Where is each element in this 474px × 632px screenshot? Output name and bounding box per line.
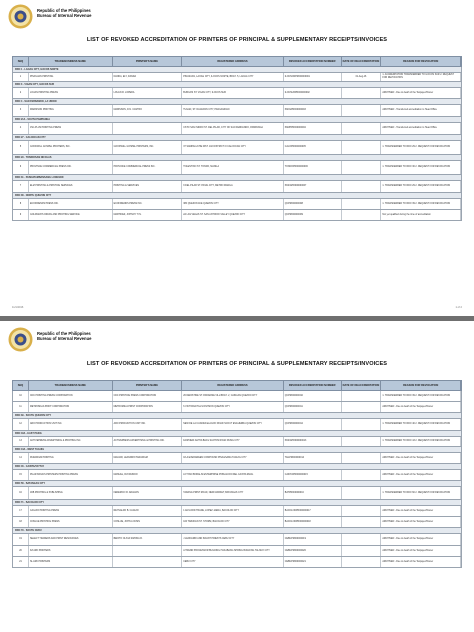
cell-trade-name: SL ARK PRINTERS [29, 557, 113, 567]
cell-reason: ARCHIVED - Transferred accreditation to Head Office [381, 123, 461, 134]
col-trade-name: TRADE/BUSINESS NAME [29, 57, 113, 66]
cell-seq: 12 [13, 419, 29, 430]
cell-printer-name: LOUAN R. LOPERA [113, 88, 183, 98]
cell-date [342, 419, 382, 430]
cell-printer-name: PROVINCE COMMERCIAL PRESS INC. [113, 161, 183, 174]
cell-address: LOT B10 BORALIS ENTERPRISE POBLACION DEL CAINTA RIZAL [182, 470, 284, 480]
table-row [12, 534, 462, 546]
cell-trade-name: ECOFRIENDS PRESS INC. [29, 199, 113, 209]
cell-date [342, 181, 382, 192]
cell-printer-name: ACTIVEPRESS ADVERTISING & PRINTING INC. [113, 437, 183, 446]
cell-trade-name: CDC PRINTING PRESS CORPORATION [29, 391, 113, 401]
cell-trade-name: PINASUAN PRINTING [29, 73, 113, 81]
cell-accreditation-number: PASIGPR000000007 [284, 181, 342, 192]
cell-date [342, 453, 382, 463]
cell-reason: 1. TRANSFERRED TO RDO 39 2. REQUEST FOR REVOCATION [381, 199, 461, 209]
cell-accreditation-number: CAINTAPR000000015 [284, 470, 342, 480]
cell-reason: ARCHIVED - Transferred accreditation to Head Office [381, 105, 461, 116]
col-seq: SEQ [13, 57, 29, 66]
rdo-group-header: RDO 71 - BACOLOD CITY [12, 500, 462, 506]
rdo-group-header: RDO 58 - BATANGAS CITY [12, 481, 462, 487]
cell-trade-name: PARADIGM PRINTING [29, 453, 113, 463]
rdo-group-header: RDO 44A - WEST TAGUIG [12, 447, 462, 453]
cell-reason: 1. TRANSFERRED TO RDO 29 2. REQUEST FOR REVOCATION [381, 181, 461, 192]
cell-address: 9 DEL PILAR ST. PASIG CITY, METRO MANILA [182, 181, 284, 192]
cell-address: 18-A EVERGREEN COMPOUND PINAGSAMA TAGUIG CITY [182, 453, 284, 463]
cell-reason: 1. TRANSFERRED TO RDO 43 2. REQUEST FOR REVOCATION [381, 437, 461, 446]
col-seq: SEQ [13, 381, 29, 390]
table-header [12, 380, 462, 391]
cell-address: BURGOS ST. VIGAN CITY, ILOCOS SUR [182, 88, 284, 98]
cell-trade-name: MARISSON PRINTING [29, 105, 113, 116]
cell-seq: 13 [13, 437, 29, 446]
cell-trade-name: GOODWILL GOSPEL PRINTERS, INC. [29, 141, 113, 154]
cell-date [342, 487, 382, 499]
cell-printer-name [113, 557, 183, 567]
col-address: REGISTERED ADDRESS [182, 57, 284, 66]
table-header [12, 56, 462, 67]
cell-seq: 11 [13, 402, 29, 412]
revocation-table [12, 380, 462, 568]
table-row [12, 199, 462, 210]
cell-accreditation-number: CEBUPR000000021 [284, 557, 342, 567]
table-row [12, 470, 462, 481]
cell-address: TUGAD, ST. DAGUPAN CITY, PANGASINAN [182, 105, 284, 116]
cell-printer-name: GOODWILL GOSPEL PRINTERS, INC. [113, 141, 183, 154]
table-row [12, 181, 462, 193]
cell-seq: 16 [13, 487, 29, 499]
cell-seq: 18 [13, 517, 29, 527]
cell-reason: ARCHIVED - Due to death of the Taxpayer/Owner [381, 534, 461, 545]
cell-seq: 21 [13, 557, 29, 567]
cell-accreditation-number: QCPR000000008 [284, 199, 342, 209]
cell-date [342, 546, 382, 556]
cell-accreditation-number: CEBUPR000000019 [284, 534, 342, 545]
col-reason: REASON FOR REVOCATION [381, 381, 461, 390]
cell-seq: 19 [13, 534, 29, 545]
cell-date [342, 470, 382, 480]
rdo-group-header: RDO 3 - VIGAN CITY, ILOCOS SUR [12, 82, 462, 88]
cell-reason: ARCHIVED - Due to death of the Taxpayer/Owner [381, 557, 461, 567]
cell-date [342, 517, 382, 527]
cell-address: CEBU CITY [182, 557, 284, 567]
cell-reason: 1. TRANSFERRED TO RDO 39 2. REQUEST FOR REVOCATION [381, 391, 461, 401]
cell-address: A TREND PROCESSOR BUILDING HAKABANG SPRING BUILDING TALISAY CITY [182, 546, 284, 556]
table-row [12, 487, 462, 500]
cell-seq: 1 [13, 73, 29, 81]
cell-date [342, 123, 382, 134]
table-row [12, 210, 462, 221]
cell-trade-name: ELIZ PRINTING & PRINTING SERVICES [29, 181, 113, 192]
footer-page-number: 1 of 2 [455, 306, 462, 309]
cell-seq: 2 [13, 88, 29, 98]
cell-accreditation-number: PANGPR000000003 [284, 105, 342, 116]
table-row [12, 517, 462, 528]
cell-trade-name: ARO PRODUCTION UNIT INC. [29, 419, 113, 430]
cell-reason: ARCHIVED - Due to death of the Taxpayer/Owner [381, 453, 461, 463]
cell-address: PINASUAN, LAOAG CITY, ILOCOS NORTE, BRGY. 5, LAOAG CITY [182, 73, 284, 81]
cell-accreditation-number: TAGPR000000014 [284, 453, 342, 463]
cell-printer-name: PRINTING & SERVICES [113, 181, 183, 192]
bir-seal-icon [8, 4, 33, 29]
cell-date [342, 141, 382, 154]
cell-accreditation-number: ILOCNORPR000000001 [284, 73, 342, 81]
cell-reason: 1. TRANSFERRED TO RDO 60 2. REQUEST FOR REVOCATION [381, 487, 461, 499]
cell-date [342, 88, 382, 98]
table-row [12, 419, 462, 431]
rdo-group-header: RDO 4 - SAN FERNANDO, LA UNION [12, 99, 462, 105]
cell-printer-name [113, 546, 183, 556]
cell-trade-name: JDB PRINTING & PUBLISHING [29, 487, 113, 499]
cell-reason: ARCHIVED - Due to death of the Taxpayer/Owner [381, 546, 461, 556]
cell-trade-name: LOUAN PRINTING PRESS [29, 88, 113, 98]
cell-printer-name: DANDA, ELY, DANDA [113, 73, 183, 81]
cell-address: 380 QUEZON AVE QUEZON CITY [182, 199, 284, 209]
col-accreditation-number: REVOKED ACCREDITATION NUMBER [284, 381, 342, 390]
rdo-group-header: RDO 31 - PASIG/PAMBANSANG LUNGSOD [12, 175, 462, 181]
cell-date [342, 199, 382, 209]
cell-date [342, 534, 382, 545]
col-date: DATE OF DEACCREDITATION [342, 57, 382, 66]
rdo-group-header: RDO 1 - LAOAG CITY, ILOCOS NORTE [12, 67, 462, 73]
table-row [12, 88, 462, 99]
revocation-table [12, 56, 462, 221]
cell-reason: ARCHIVED - Due to death of the Taxpayer/Owner [381, 88, 461, 98]
col-reason: REASON FOR REVOCATION [381, 57, 461, 66]
cell-address: 100 TABUNAN ST. STORM, BACOLOD CITY [182, 517, 284, 527]
cell-accreditation-number: QCPR000000011 [284, 402, 342, 412]
cell-printer-name: FEDERICO R. ARAGON [113, 487, 183, 499]
document-title: LIST OF REVOKED ACCREDITATION OF PRINTERS OF PRINCIPAL & SUPPLEMENTARY RECEIPTS/INVOICES [86, 37, 388, 43]
cell-seq: 3 [13, 105, 29, 116]
cell-date [342, 557, 382, 567]
cell-printer-name: REYNALDO B. CAGUIO [113, 506, 183, 516]
cell-seq: 15 [13, 470, 29, 480]
cell-printer-name: ARO PRODUCTION UNIT INC. [113, 419, 183, 430]
cell-printer-name: MARISSON, D.N. CASTRO [113, 105, 183, 116]
cell-printer-name: MANUEL, RAYMUNDO [113, 470, 183, 480]
cell-date: 01-Aug-16 [342, 73, 382, 81]
cell-printer-name: CDC PRINTING PRESS CORPORATION [113, 391, 183, 401]
cell-address: CSTO SAN ISIDRO ST. DEL PILAR, CITY OF SAN FERNANDO, PAMPANGA [182, 123, 284, 134]
cell-reason: 1. ACCREDITATION TRANSFERRED TO ILOCOS SUR 2. REQUEST FOR REVOCATION [381, 73, 461, 81]
cell-accreditation-number: QCPR000000010 [284, 391, 342, 401]
cell-date [342, 105, 382, 116]
cell-trade-name: GOLDMAN'S INDIAN AND PRINTING SERVICE [29, 210, 113, 220]
cell-printer-name: METROMILIA PRINT CORPORATION [113, 402, 183, 412]
cell-address: 26 DENISTINE ST. PARADISE VILL BRGY. 2, CAINAAN QUEZON CITY [182, 391, 284, 401]
cell-date [342, 391, 382, 401]
agency-line-1: Republic of the Philippines [37, 331, 91, 336]
agency-line-2: Bureau of Internal Revenue [37, 336, 92, 342]
cell-address: J LEONARDI AND INFANT PRIESTS CEBU CITY [182, 534, 284, 545]
cell-accreditation-number: PAMPPR000000004 [284, 123, 342, 134]
bir-seal-icon [8, 327, 33, 352]
cell-printer-name: MARTINEZ, JOHNNY TI N. [113, 210, 183, 220]
cell-seq: 7 [13, 181, 29, 192]
cell-trade-name: JSC-PLUS PRINTING PRESS [29, 123, 113, 134]
cell-date [342, 161, 382, 174]
table-row [12, 161, 462, 175]
cell-seq: 10 [13, 391, 29, 401]
cell-reason: Not yet qualified during the time of accreditation [381, 210, 461, 220]
agency-line-2: Bureau of Internal Revenue [37, 13, 92, 19]
cell-address: 37 SAMPALUCHE DIST. 102 DISTRICT III CALOOCAN CITY [182, 141, 284, 154]
document-title: LIST OF REVOKED ACCREDITATION OF PRINTERS OF PRINCIPAL & SUPPLEMENTARY RECEIPTS/INVOICES [86, 361, 388, 367]
cell-address: 1 AM LORD TRADE, LOPEZ JAENA, BACOLOD CITY [182, 506, 284, 516]
cell-seq: 4 [13, 123, 29, 134]
cell-seq: 9 [13, 210, 29, 220]
rdo-group-header: RDO 79 - SOUTH CEBU [12, 528, 462, 534]
rdo-group-header: RDO 29 - TONDO/SAN NICOLAS [12, 155, 462, 161]
cell-trade-name: METROMILIA PRINT CORPORATION [29, 402, 113, 412]
cell-seq: 20 [13, 546, 29, 556]
cell-accreditation-number: CEBUPR000000020 [284, 546, 342, 556]
cell-accreditation-number: QCPR000000009 [284, 210, 342, 220]
cell-address: 6 VICTORIA HILLS DIVISION QUEZON CITY [182, 402, 284, 412]
cell-trade-name: CAGUIO PRINTING PRESS [29, 506, 113, 516]
cell-seq: 14 [13, 453, 29, 463]
cell-trade-name: PILAR BASICS PRINTERS PRINTING PRESS [29, 470, 113, 480]
cell-reason: ARCHIVED - Due to death of the Taxpayer/Owner [381, 470, 461, 480]
cell-printer-name: ECOFRIENDS PRESS INC. [113, 199, 183, 209]
rdo-group-header: RDO 27 - CALOOCAN CITY [12, 135, 462, 141]
cell-accreditation-number: CALOPR000000005 [284, 141, 342, 154]
cell-trade-name: SELECT TRADERS AND PRINT RESOURCES [29, 534, 113, 545]
col-printer-name: PRINTER'S NAME [113, 381, 183, 390]
cell-accreditation-number: TONDOPR000000006 [284, 161, 342, 174]
cell-trade-name: KZ ARK PRINTERS [29, 546, 113, 556]
table-row [12, 141, 462, 155]
cell-date [342, 402, 382, 412]
cell-seq: 6 [13, 161, 29, 174]
col-accreditation-number: REVOKED ACCREDITATION NUMBER [284, 57, 342, 66]
cell-date [342, 210, 382, 220]
table-row [12, 557, 462, 568]
table-row [12, 391, 462, 402]
col-date: DATE OF DEACCREDITATION [342, 381, 382, 390]
rdo-group-header: RDO 43A - EAST PASIG [12, 431, 462, 437]
rdo-group-header: RDO 38 - NORTH QUEZON CITY [12, 193, 462, 199]
cell-trade-name: CONLUE PRINTING PRESS [29, 517, 113, 527]
cell-printer-name [113, 123, 183, 134]
cell-reason: ARCHIVED - Due to death of the Taxpayer/Owner [381, 402, 461, 412]
cell-reason: 1. TRANSFERRED TO RDO 29 2. REQUEST FOR REVOCATION [381, 141, 461, 154]
agency-line-1: Republic of the Philippines [37, 8, 91, 13]
cell-accreditation-number: BACOLODPR000000017 [284, 506, 342, 516]
cell-trade-name: ACTIVEPRESS ADVERTISING & PRINTING INC. [29, 437, 113, 446]
cell-accreditation-number: PASIGPR000000013 [284, 437, 342, 446]
table-row [12, 453, 462, 464]
cell-date [342, 437, 382, 446]
cell-accreditation-number: BACOLODPR000000018 [284, 517, 342, 527]
cell-printer-name: CONLUE, JOHN LOCSIN [113, 517, 183, 527]
footer-date: 11/1/2016 [12, 306, 24, 309]
table-row [12, 506, 462, 517]
col-trade-name: TRADE/BUSINESS NAME [29, 381, 113, 390]
cell-accreditation-number: BATPR000000016 [284, 487, 342, 499]
cell-reason: ARCHIVED - Due to death of the Taxpayer/Owner [381, 506, 461, 516]
cell-seq: 17 [13, 506, 29, 516]
table-row [12, 546, 462, 557]
cell-address: TARANG PRINT ROAD, NEW MARKET, BATANGAS CITY [182, 487, 284, 499]
cell-reason: ARCHIVED - Due to death of the Taxpayer/Owner [381, 517, 461, 527]
cell-address: FAIRVIEW ALPHA BLDG SANTOS ROAD PASIG CITY [182, 437, 284, 446]
cell-printer-name: BENITO OLIVIA SIMONA R. [113, 534, 183, 545]
table-row [12, 123, 462, 135]
cell-accreditation-number: ILOCSURPR000000002 [284, 88, 342, 98]
cell-address: 2A LAS VEGAS ST. SAN ANTONIO VALLEY QUEZON CITY [182, 210, 284, 220]
agency-name [37, 331, 91, 341]
cell-address: TOLENTINO ST. TONDO, MANILA [182, 161, 284, 174]
table-row [12, 402, 462, 413]
cell-reason: 1. TRANSFERRED TO RDO 40 2. REQUEST FOR REVOCATION [381, 419, 461, 430]
rdo-group-header: RDO 21A - SOUTH PAMPANGA [12, 117, 462, 123]
document-page-2 [0, 321, 474, 632]
cell-address: NEW DE LA CUADRA ELAGOO ROAD SCOUT ESGUERRA QUEZON CITY [182, 419, 284, 430]
cell-printer-name: MALVAR, LEANDRO PARADIGM [113, 453, 183, 463]
cell-accreditation-number: QCPR000000012 [284, 419, 342, 430]
col-address: REGISTERED ADDRESS [182, 381, 284, 390]
cell-seq: 8 [13, 199, 29, 209]
table-row [12, 105, 462, 117]
cell-seq: 5 [13, 141, 29, 154]
cell-reason: 1. TRANSFERRED TO RDO 30 2. REQUEST FOR REVOCATION [381, 161, 461, 174]
cell-trade-name: PROVINCE COMMERCIAL PRESS INC. [29, 161, 113, 174]
rdo-group-header: RDO 39 - SOUTH QUEZON CITY [12, 413, 462, 419]
table-row [12, 437, 462, 447]
table-row [12, 73, 462, 82]
col-printer-name: PRINTER'S NAME [113, 57, 183, 66]
cell-date [342, 506, 382, 516]
agency-name [37, 8, 91, 18]
rdo-group-header: RDO 46 - CAINTA/TAYTAY [12, 464, 462, 470]
